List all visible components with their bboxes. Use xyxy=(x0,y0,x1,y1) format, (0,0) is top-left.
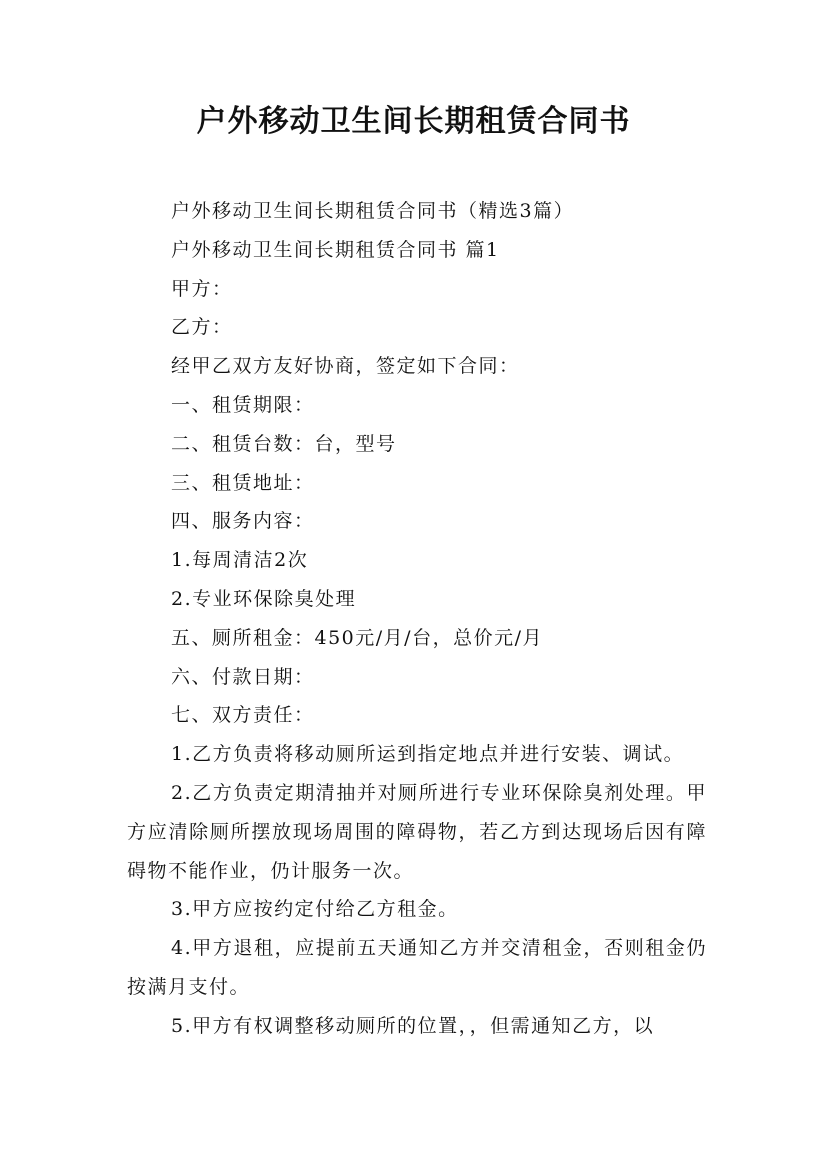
paragraph-service-2: 2.专业环保除臭处理 xyxy=(171,587,357,610)
paragraph-duty-4: 4.甲方退租，应提前五天通知乙方并交清租金，否则租金仍按满月支付。 xyxy=(127,937,707,998)
paragraph-service-1: 1.每周清洁2次 xyxy=(171,549,309,572)
paragraph-clause-2: 二、租赁台数：台，型号 xyxy=(171,432,397,455)
paragraph-section-heading: 户外移动卫生间长期租赁合同书 篇1 xyxy=(171,238,500,261)
paragraph-clause-7: 七、双方责任： xyxy=(171,704,315,727)
paragraph-duty-5: 5.甲方有权调整移动厕所的位置，，但需通知乙方，以 xyxy=(171,1014,655,1037)
paragraph-duty-1: 1.乙方负责将移动厕所运到指定地点并进行安装、调试。 xyxy=(171,743,685,766)
paragraph-party-a: 甲方： xyxy=(171,277,233,300)
paragraph-intro: 经甲乙双方友好协商，签定如下合同： xyxy=(171,355,520,378)
paragraph-clause-4: 四、服务内容： xyxy=(171,510,315,533)
paragraph-duty-2: 2.乙方负责定期清抽并对厕所进行专业环保除臭剂处理。甲方应清除厕所摆放现场周围的障碍物，若乙方到达现场后因有障碍物不能作业，仍计服务一次。 xyxy=(127,781,707,882)
paragraph-party-b: 乙方： xyxy=(171,316,233,339)
document-title: 户外移动卫生间长期租赁合同书 xyxy=(196,104,631,139)
paragraph-clause-3: 三、租赁地址： xyxy=(171,471,315,494)
paragraph-clause-6: 六、付款日期： xyxy=(171,665,315,688)
paragraph-duty-3: 3.甲方应按约定付给乙方租金。 xyxy=(171,898,459,921)
document-body xyxy=(127,192,707,1046)
paragraph-clause-5: 五、厕所租金：450元/月/台，总价元/月 xyxy=(171,626,543,649)
paragraph-subtitle: 户外移动卫生间长期租赁合同书（精选3篇） xyxy=(171,200,575,222)
paragraph-clause-1: 一、租赁期限： xyxy=(171,393,315,416)
